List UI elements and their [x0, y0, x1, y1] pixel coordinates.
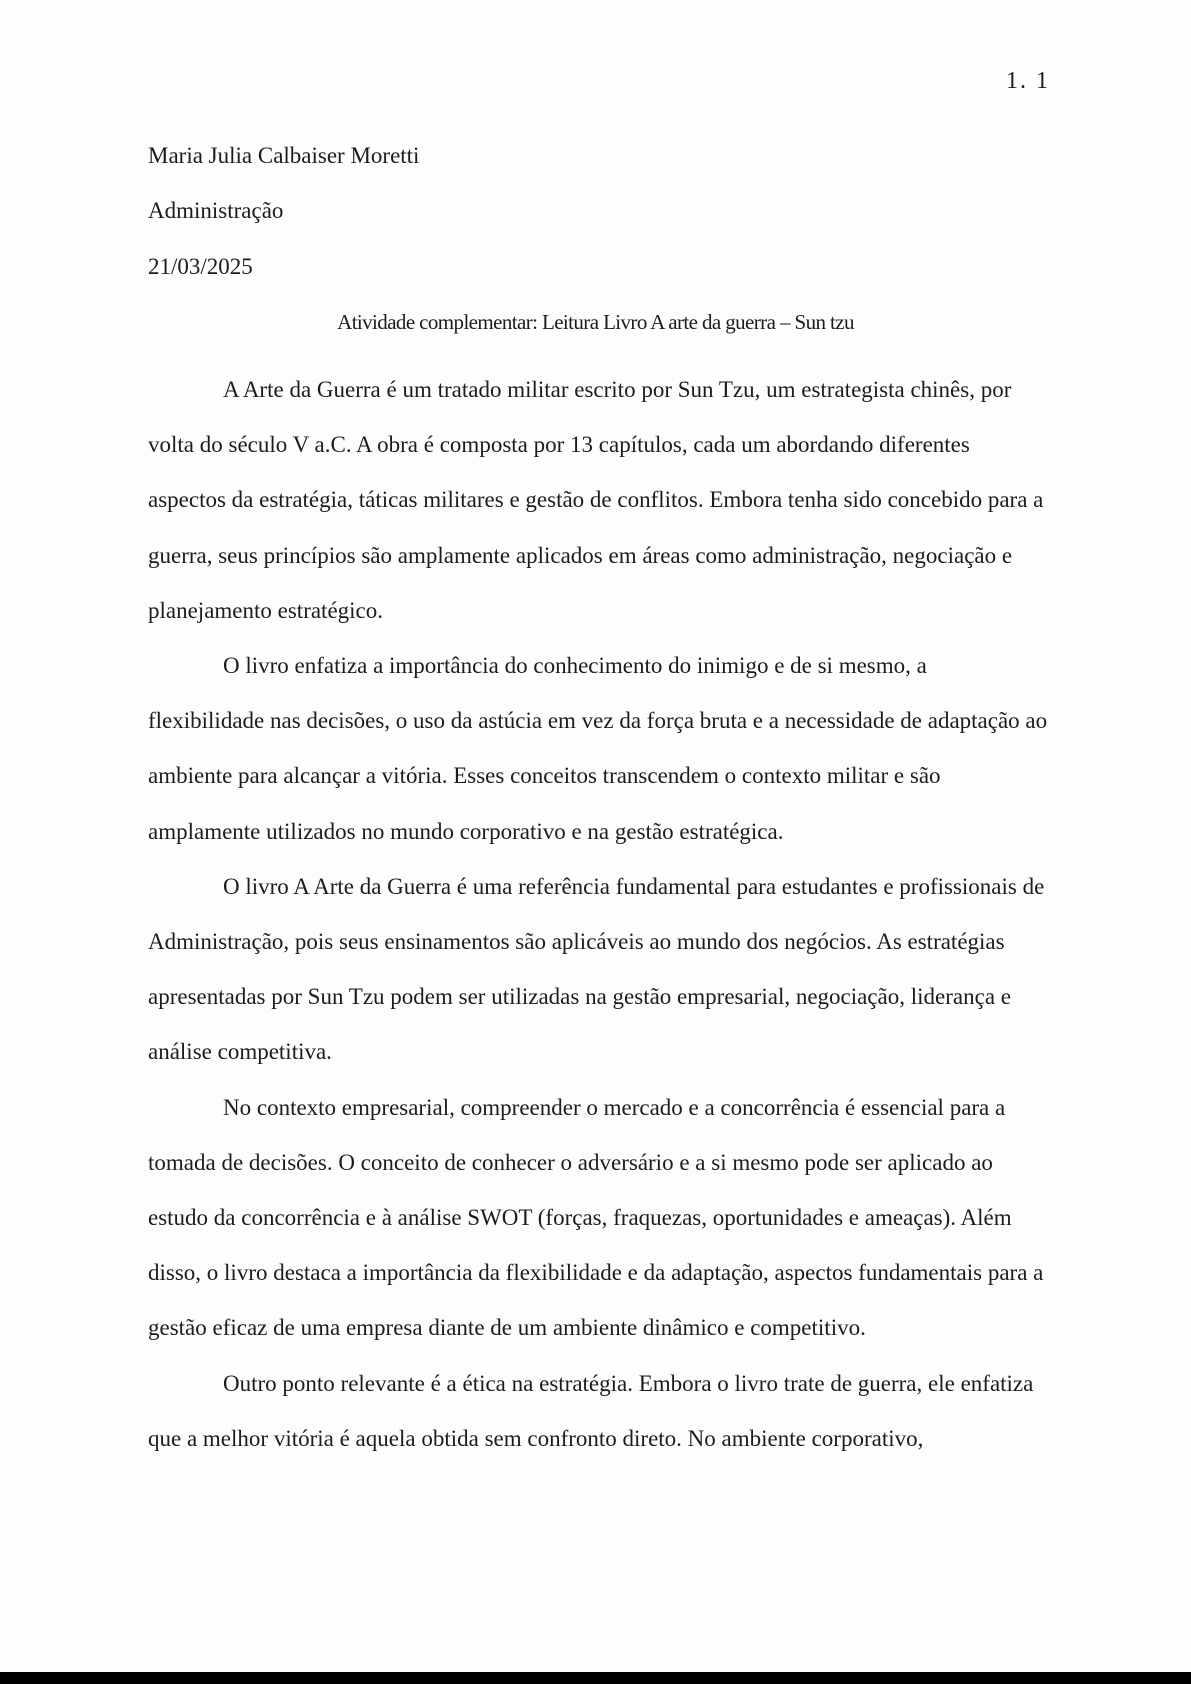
paragraph-principles: O livro enfatiza a importância do conhecimento do inimigo e de si mesmo, a flexibilidade nas decisões, o uso da astúcia em vez da força bruta e a necessidade de adaptação ao ambiente para alcançar a vitória. Esses conceitos transcendem o contexto militar e são amplamente utilizados no mundo corporativo e na gestão estratégica.: [148, 653, 1048, 844]
document-date: 21/03/2025: [148, 254, 253, 279]
paragraph-ethics: Outro ponto relevante é a ética na estratégia. Embora o livro trate de guerra, ele enfatiza que a melhor vitória é aquela obtida sem confronto direto. No ambiente corporativo,: [148, 1370, 1034, 1451]
paragraph-business-context: No contexto empresarial, compreender o mercado e a concorrência é essencial para a tomada de decisões. O conceito de conhecer o adversário e a si mesmo pode ser aplicado ao estudo da concorrência e à análise SWOT (forças, fraquezas, oportunidades e ameaças). Além disso, o livro destaca a importância da flexibilidade e da adaptação, aspectos fundamentais para a gestão eficaz de uma empresa diante de um ambiente dinâmico e competitivo.: [148, 1094, 1044, 1341]
document-body: [148, 362, 1048, 1466]
scan-bottom-edge: [0, 1672, 1191, 1684]
course-name: Administração: [148, 198, 284, 223]
document-title: Atividade complementar: Leitura Livro A arte da guerra – Sun tzu: [337, 310, 854, 334]
paragraph-administration: O livro A Arte da Guerra é uma referência fundamental para estudantes e profissionais de Administração, pois seus ensinamentos são aplicáveis ao mundo dos negócios. As estratégias apresentadas por Sun Tzu podem ser utilizadas na gestão empresarial, negociação, liderança e análise competitiva.: [148, 873, 1045, 1065]
page-number: 1. 1: [1006, 68, 1050, 94]
author-name: Maria Julia Calbaiser Moretti: [148, 143, 420, 168]
paragraph-intro: A Arte da Guerra é um tratado militar escrito por Sun Tzu, um estrategista chinês, por volta do século V a.C. A obra é composta por 13 capítulos, cada um abordando diferentes aspectos da estratégia, táticas militares e gestão de conflitos. Embora tenha sido concebido para a guerra, seus princípios são amplamente aplicados em áreas como administração, negociação e planejamento estratégico.: [148, 377, 1044, 623]
